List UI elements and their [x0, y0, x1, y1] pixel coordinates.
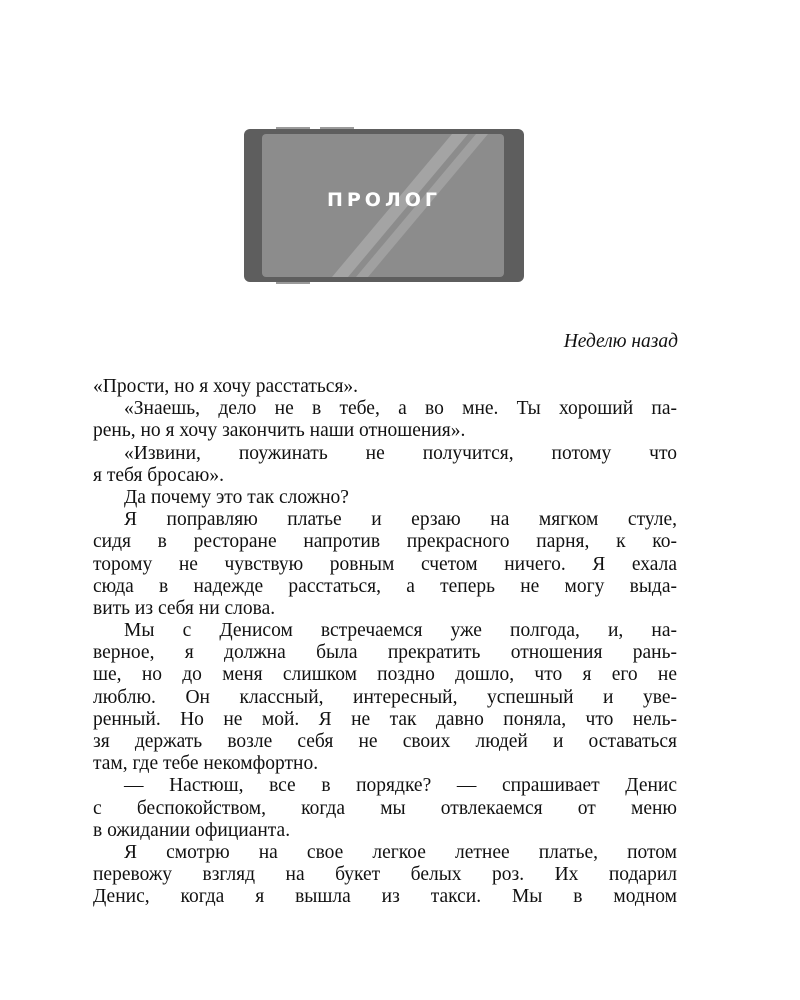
paragraph — [93, 509, 677, 620]
text-line: вить из себя ни слова. — [93, 597, 276, 619]
chapter-title: ПРОЛОГ — [326, 189, 442, 211]
chapter-header-frame — [244, 127, 524, 284]
text-line: я тебя бросаю». — [93, 464, 224, 486]
paragraph — [93, 398, 677, 442]
dateline: Неделю назад — [563, 331, 678, 352]
paragraph — [93, 376, 677, 398]
text-line: Мы с Денисом встречаемся уже полгода, и, на- — [124, 620, 677, 642]
text-line: «Знаешь, дело не в тебе, а во мне. Ты хороший па- — [124, 398, 677, 420]
text-line: Я смотрю на свое легкое летнее платье, потом — [124, 841, 677, 863]
paragraph — [93, 775, 677, 842]
text-line: торому не чувствую ровным счетом ничего. Я ехала — [93, 553, 677, 575]
text-line: сидя в ресторане напротив прекрасного парня, к ко- — [93, 531, 677, 553]
text-line: люблю. Он классный, интересный, успешный и уве- — [93, 686, 677, 708]
text-line: верное, я должна была прекратить отношения рань- — [93, 642, 677, 664]
text-line: перевожу взгляд на букет белых роз. Их подарил — [93, 864, 677, 886]
text-line: там, где тебе некомфортно. — [93, 753, 319, 775]
paragraph — [93, 842, 677, 909]
paragraph — [93, 443, 677, 487]
text-line: сюда в надежде расстаться, а теперь не могу выда- — [93, 575, 677, 597]
text-line: Я поправляю платье и ерзаю на мягком стуле, — [124, 509, 677, 531]
text-line: Денис, когда я вышла из такси. Мы в модном — [93, 886, 677, 908]
paragraph — [93, 620, 677, 775]
text-line: с беспокойством, когда мы отвлекаемся от меню — [93, 797, 677, 819]
text-line: «Извини, поужинать не получится, потому что — [124, 442, 677, 464]
text-line: рень, но я хочу закончить наши отношения». — [93, 420, 466, 442]
text-body — [93, 376, 677, 909]
text-line: ше, но до меня слишком поздно дошло, что я его не — [93, 664, 677, 686]
text-line: Да почему это так сложно? — [124, 486, 349, 508]
text-line: в ожидании официанта. — [93, 819, 291, 841]
paragraph — [93, 487, 677, 509]
text-line: ренный. Но не мой. Я не так давно поняла, что нель- — [93, 708, 677, 730]
text-line: зя держать возле себя не своих людей и оставаться — [93, 731, 677, 752]
text-line: «Прости, но я хочу расстаться». — [93, 376, 359, 397]
text-line: — Настюш, все в порядке? — спрашивает Денис — [124, 775, 677, 797]
